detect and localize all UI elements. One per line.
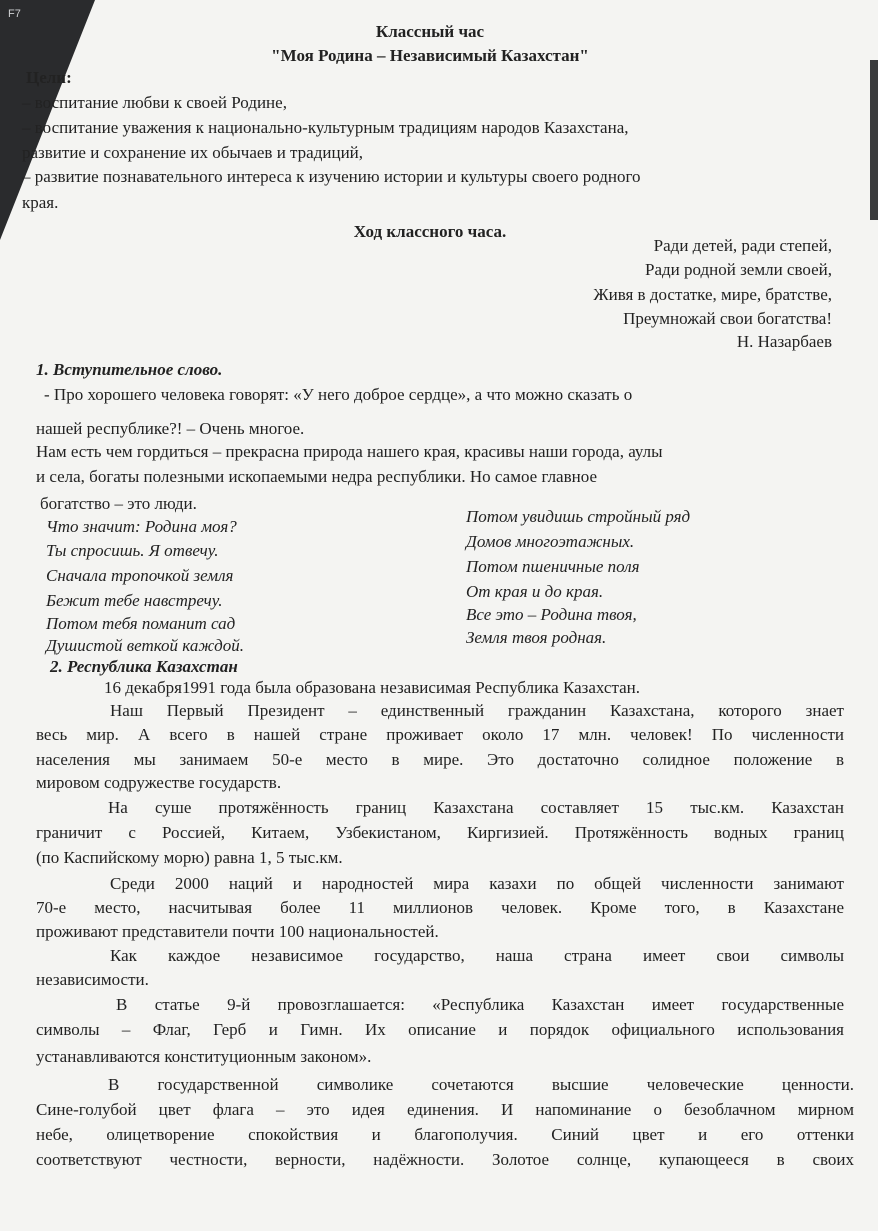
paragraph-line: населения мы занимаем 50-е место в мире. Это достаточно солидное положение в bbox=[36, 750, 844, 769]
poem-right-line: Земля твоя родная. bbox=[466, 628, 607, 647]
paragraph-line: и села, богаты полезными ископаемыми недра республики. Но самое главное bbox=[36, 467, 597, 486]
paragraph-line: - Про хорошего человека говорят: «У него доброе сердце», а что можно сказать о bbox=[44, 385, 633, 404]
paragraph-line: независимости. bbox=[36, 970, 149, 989]
paragraph-line: небе, олицетворение спокойствия и благополучия. Синий цвет и его оттенки bbox=[36, 1125, 854, 1144]
paragraph-line: В статье 9-й провозглашается: «Республика Казахстан имеет государственные bbox=[116, 995, 844, 1014]
poem-right-line: Все это – Родина твоя, bbox=[466, 605, 637, 624]
poem-right-line: От края и до края. bbox=[466, 582, 604, 601]
paragraph-line: весь мир. А всего в нашей стране проживает около 17 млн. человек! По численности bbox=[36, 725, 844, 744]
document-title: Классный час bbox=[375, 22, 485, 41]
poem-left-line: Бежит тебе навстречу. bbox=[46, 591, 223, 610]
poem-right-line: Потом увидишь стройный ряд bbox=[466, 507, 691, 526]
paragraph-line: В государственной символике сочетаются высшие человеческие ценности. bbox=[108, 1075, 854, 1094]
paragraph-line: (по Каспийскому морю) равна 1, 5 тыс.км. bbox=[36, 848, 343, 867]
epigraph-line: Ради детей, ради степей, bbox=[653, 236, 832, 255]
paragraph-line: соответствуют честности, верности, надёжности. Золотое солнце, купающееся в своих bbox=[36, 1150, 854, 1169]
section1-heading: 1. Вступительное слово. bbox=[36, 360, 223, 379]
paragraph-line: устанавливаются конституционным законом». bbox=[36, 1047, 372, 1066]
paragraph-line: Среди 2000 наций и народностей мира казахи по общей численности занимают bbox=[110, 874, 844, 893]
poem-left-line: Сначала тропочкой земля bbox=[46, 566, 234, 585]
paragraph-line: 16 декабря1991 года была образована независимая Республика Казахстан. bbox=[104, 678, 640, 697]
epigraph-line: Ради родной земли своей, bbox=[644, 260, 832, 279]
poem-left-line: Что значит: Родина моя? bbox=[46, 517, 237, 536]
goal-line: развитие и сохранение их обычаев и традиций, bbox=[22, 143, 364, 162]
epigraph-line: Живя в достатке, мире, братстве, bbox=[593, 285, 832, 304]
background-edge bbox=[870, 60, 878, 220]
course-heading: Ход классного часа. bbox=[353, 222, 507, 241]
paragraph-line: На суше протяжённость границ Казахстана составляет 15 тыс.км. Казахстан bbox=[108, 798, 844, 817]
paragraph-line: 70-е место, насчитывая более 11 миллионов человек. Кроме того, в Казахстане bbox=[36, 898, 844, 917]
paragraph-line: богатство – это люди. bbox=[40, 494, 197, 513]
goal-line: – развитие познавательного интереса к изучению истории и культуры своего родного bbox=[22, 167, 641, 186]
epigraph-author: Н. Назарбаев bbox=[736, 332, 832, 351]
paragraph-line: Сине-голубой цвет флага – это идея единения. И напоминание о безоблачном мирном bbox=[36, 1100, 854, 1119]
poem-left-line: Душистой веткой каждой. bbox=[46, 636, 244, 655]
paragraph-line: Нам есть чем гордиться – прекрасна природа нашего края, красивы наши города, аулы bbox=[36, 442, 663, 461]
poem-left-line: Ты спросишь. Я отвечу. bbox=[46, 541, 219, 560]
section2-heading: 2. Республика Казахстан bbox=[50, 657, 238, 676]
poem-left-line: Потом тебя поманит сад bbox=[46, 614, 236, 633]
paragraph-line: символы – Флаг, Герб и Гимн. Их описание и порядок официального использования bbox=[36, 1020, 844, 1039]
poem-right-line: Потом пшеничные поля bbox=[466, 557, 640, 576]
paragraph-line: Как каждое независимое государство, наша страна имеет свои символы bbox=[110, 946, 844, 965]
epigraph-line: Преумножай свои богатства! bbox=[623, 309, 832, 328]
document-subtitle: "Моя Родина – Независимый Казахстан" bbox=[271, 46, 589, 65]
goal-line: края. bbox=[22, 193, 59, 212]
paragraph-line: Наш Первый Президент – единственный гражданин Казахстана, которого знает bbox=[110, 701, 844, 720]
paragraph-line: проживают представители почти 100 национальностей. bbox=[36, 922, 439, 941]
poem-right-line: Домов многоэтажных. bbox=[466, 532, 635, 551]
goal-line: – воспитание уважения к национально-культурным традициям народов Казахстана, bbox=[22, 118, 629, 137]
goals-heading: Цели: bbox=[26, 68, 72, 87]
f7-key-label: F7 bbox=[8, 8, 21, 20]
goal-line: – воспитание любви к своей Родине, bbox=[22, 93, 287, 112]
paragraph-line: нашей республике?! – Очень многое. bbox=[36, 419, 305, 438]
paragraph-line: граничит с Россией, Китаем, Узбекистаном, Киргизией. Протяжённость водных границ bbox=[36, 823, 844, 842]
paragraph-line: мировом содружестве государств. bbox=[36, 773, 282, 792]
